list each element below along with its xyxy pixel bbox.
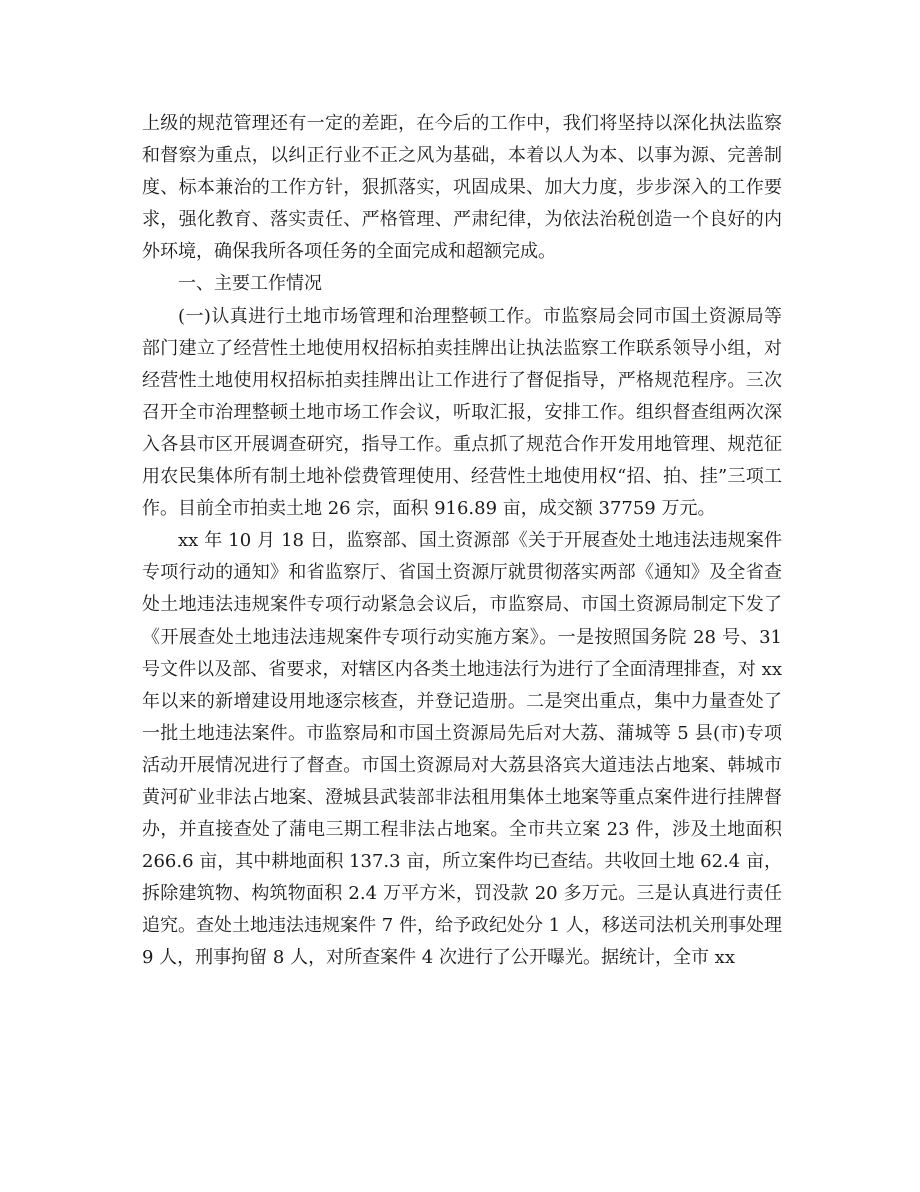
- paragraph-continuation: 上级的规范管理还有一定的差距，在今后的工作中，我们将坚持以深化执法监察和督察为重点，以纠正行业不正之风为基础，本着以人为本、以事为源、完善制度、标本兼治的工作方针，狠抓落实，巩固成果、加大力度，步步深入的工作要求，强化教育、落实责任、严格管理、严肃纪律，为依法治税创造一个良好的内外环境，确保我所各项任务的全面完成和超额完成。: [142, 113, 782, 263]
- paragraph-land-market: (一)认真进行土地市场管理和治理整顿工作。市监察局会同市国土资源局等部门建立了经营性土地使用权招标拍卖挂牌出让执法监察工作联系领导小组，对经营性土地使用权招标拍卖挂牌出让工作进行了督促指导，严格规范程序。三次召开全市治理整顿土地市场工作会议，听取汇报，安排工作。组织督查组两次深入各县市区开展调查研究，指导工作。重点抓了规范合作开发用地管理、规范征用农民集体所有制土地补偿费管理使用、经营性土地使用权“招、拍、挂”三项工作。目前全市拍卖土地 26 宗，面积 916.89 亩，成交额 37759 万元。: [142, 305, 782, 520]
- section-heading: 一、主要工作情况: [178, 273, 322, 295]
- paragraph-special-action: xx 年 10 月 18 日，监察部、国土资源部《关于开展查处土地违法违规案件专项行动的通知》和省监察厅、省国土资源厅就贯彻落实两部《通知》及全省查处土地违法违规案件专项行动紧急会议后，市监察局、市国土资源局制定下发了《开展查处土地违法违规案件专项行动实施方案》。一是按照国务院 28 号、31 号文件以及部、省要求，对辖区内各类土地违法行为进行了全面清理排查，对 xx 年以来的新增建设用地逐宗核查，并登记造册。二是突出重点，集中力量查处了一批土地违法案件。市监察局和市国土资源局先后对大荔、蒲城等 5 县(市)专项活动开展情况进行了督查。市国土资源局对大荔县洛宾大道违法占地案、韩城市黄河矿业非法占地案、澄城县武装部非法租用集体土地案等重点案件进行挂牌督办，并直接查处了蒲电三期工程非法占地案。全市共立案 23 件，涉及土地面积 266.6 亩，其中耕地面积 137.3 亩，所立案件均已查结。共收回土地 62.4 亩，拆除建筑物、构筑物面积 2.4 万平方米，罚没款 20 多万元。三是认真进行责任追究。查处土地违法违规案件 7 件，给予政纪处分 1 人，移送司法机关刑事处理 9 人，刑事拘留 8 人，对所查案件 4 次进行了公开曝光。据统计，全市 xx: [142, 530, 782, 969]
- document-body: [142, 108, 782, 975]
